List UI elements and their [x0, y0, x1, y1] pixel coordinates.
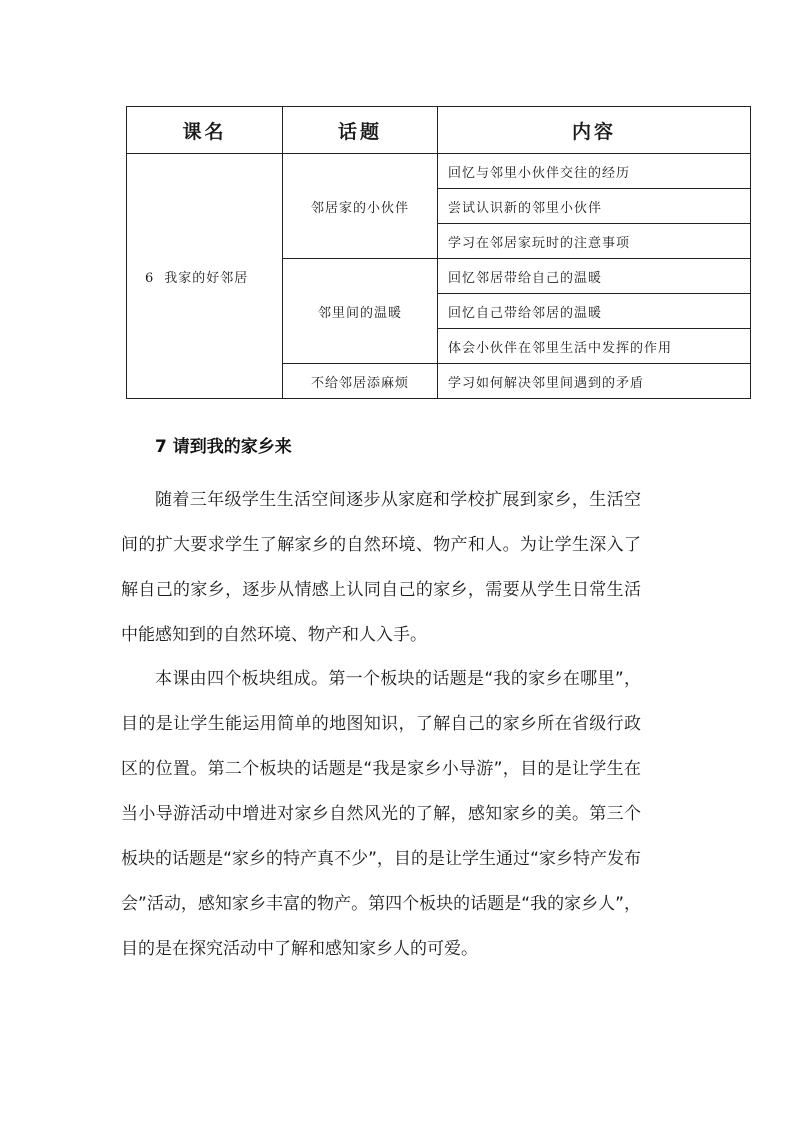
lesson-title: 我家的好邻居 — [164, 270, 249, 286]
header-content: 内容 — [438, 107, 751, 154]
content-cell: 回忆邻居带给自己的温暖 — [438, 259, 751, 294]
content-cell: 回忆与邻里小伙伴交往的经历 — [438, 154, 751, 189]
lesson-name-cell — [127, 154, 283, 399]
section-heading: 7 请到我的家乡来 — [155, 437, 292, 457]
content-cell: 尝试认识新的邻里小伙伴 — [438, 189, 751, 224]
paragraph: 本课由四个板块组成。第一个板块的话题是“我的家乡在哪里”，目的是让学生能运用简单的地图知识，了解自己的家乡所在省级行政区的位置。第二个板块的话题是“我是家乡小导游”，目的是让学生在当小导游活动中增进对家乡自然风光的了解，感知家乡的美。第三个板块的话题是“家乡的特产真不少”，目的是让学生通过“家乡特产发布会”活动，感知家乡丰富的物产。第四个板块的话题是“我的家乡人”，目的是在探究活动中了解和感知家乡人的可爱。 — [121, 669, 641, 959]
lesson-table — [126, 106, 751, 399]
header-lesson-name: 课名 — [127, 107, 283, 154]
content-cell: 学习如何解决邻里间遇到的矛盾 — [438, 364, 751, 399]
lesson-number: 6 — [145, 270, 155, 286]
table-header-row — [127, 107, 751, 154]
header-topic: 话题 — [283, 107, 438, 154]
content-cell: 体会小伙伴在邻里生活中发挥的作用 — [438, 329, 751, 364]
topic-cell: 不给邻居添麻烦 — [283, 364, 438, 399]
topic-cell: 邻里间的温暖 — [283, 259, 438, 364]
table-row — [127, 154, 751, 189]
paragraph: 随着三年级学生生活空间逐步从家庭和学校扩展到家乡，生活空间的扩大要求学生了解家乡的自然环境、物产和人。为让学生深入了解自己的家乡，逐步从情感上认同自己的家乡，需要从学生日常生活中能感知到的自然环境、物产和人入手。 — [121, 490, 641, 645]
content-cell: 回忆自己带给邻居的温暖 — [438, 294, 751, 329]
content-cell: 学习在邻居家玩时的注意事项 — [438, 224, 751, 259]
topic-cell: 邻居家的小伙伴 — [283, 154, 438, 259]
